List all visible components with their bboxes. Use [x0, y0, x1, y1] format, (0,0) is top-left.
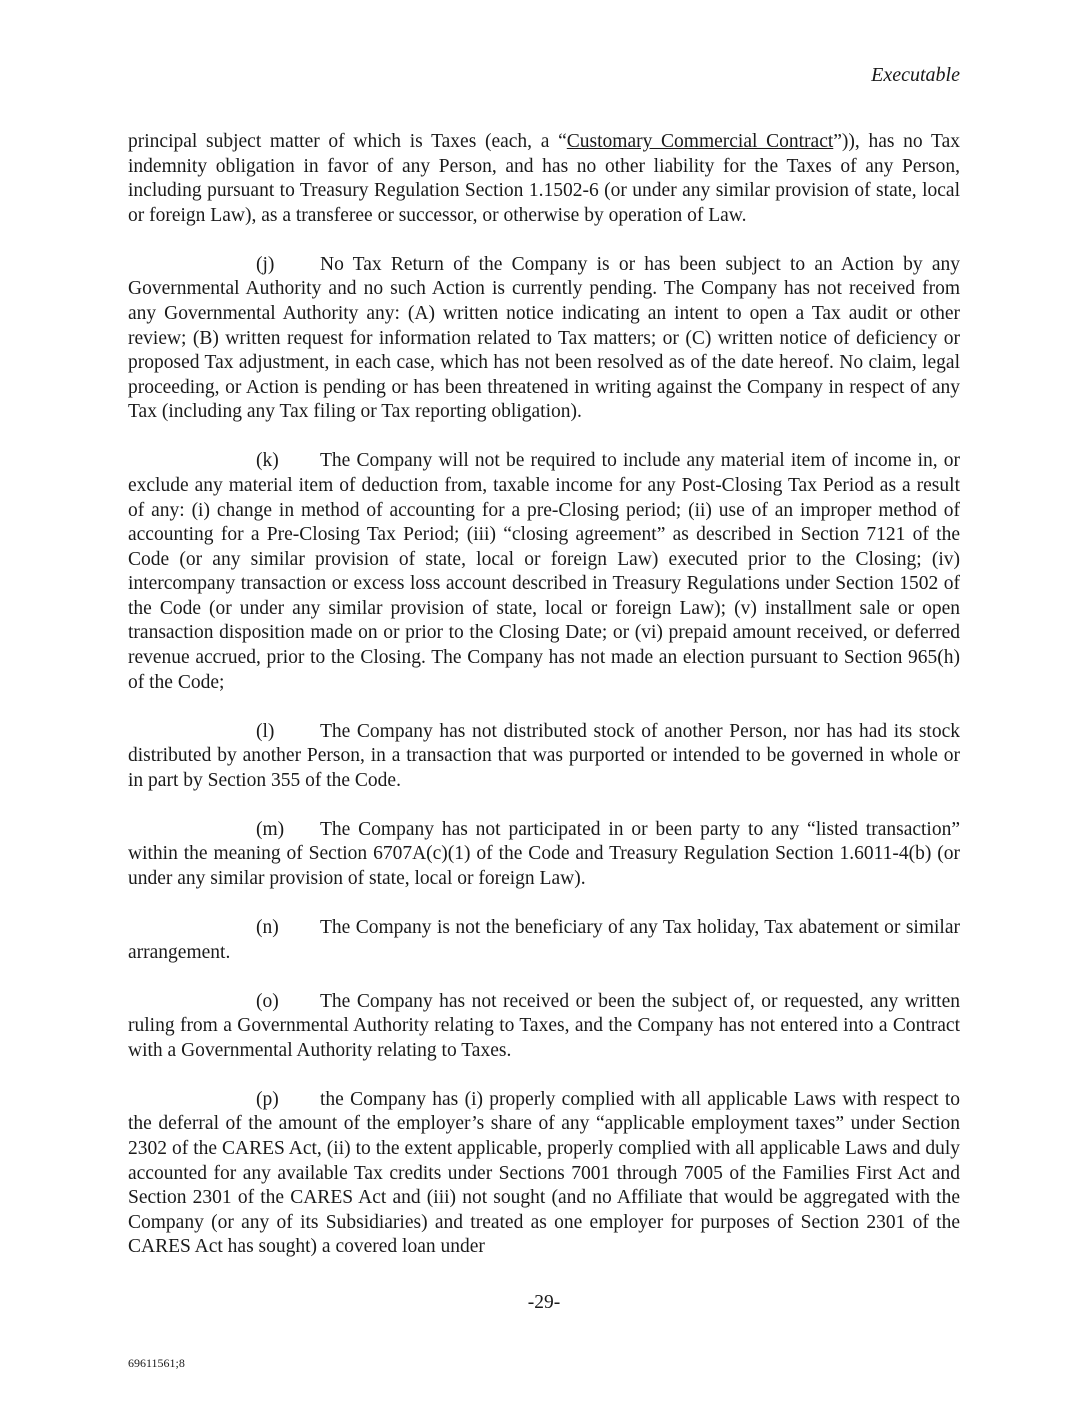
- section-text: No Tax Return of the Company is or has been subject to an Action by any Governmental Authority and no such Action is currently pending. The Company has not received from any Governmental Authority any: (A) written notice indicating an intent to open a Tax audit or other review; (B) written request for information related to Tax matters; or (C) written notice of deficiency or proposed Tax adjustment, in each case, which has not been resolved as of the date hereof. No claim, legal proceeding, or Action is pending or has been threatened in writing against the Company in respect of any Tax (including any Tax filing or Tax reporting obligation).: [128, 253, 960, 423]
- section-text: The Company has not distributed stock of another Person, nor has had its stock distributed by another Person, in a transaction that was purported or intended to be governed in whole or in part by Section 355 of the Code.: [128, 720, 960, 791]
- section-label: (j): [256, 253, 275, 275]
- section-label: (l): [256, 720, 275, 742]
- defined-term: Customary Commercial Contract: [566, 131, 834, 152]
- document-id: 69611561;8: [128, 1356, 185, 1370]
- document-body: [128, 130, 960, 1284]
- section-label: (m): [256, 818, 285, 840]
- continuation-paragraph: [128, 130, 960, 228]
- section-text: the Company has (i) properly complied with all applicable Laws with respect to the deferral of the amount of the employer’s share of any “applicable employment taxes” under Section 2302 of the CARES Act, (ii) to the extent applicable, properly complied with all applicable Laws and duly accounted for any available Tax credits under Sections 7001 through 7005 of the Families First Act and Section 2301 of the CARES Act and (iii) not sought (and no Affiliate that would be aggregated with the Company (or any of its Subsidiaries) and treated as one employer for purposes of Section 2301 of the CARES Act has sought) a covered loan under: [128, 1088, 960, 1258]
- section-label: (n): [256, 916, 279, 938]
- section-l: [128, 720, 960, 794]
- section-text: The Company has not received or been the subject of, or requested, any written ruling from a Governmental Authority relating to Taxes, and the Company has not entered into a Contract with a Governmental Authority relating to Taxes.: [128, 990, 960, 1061]
- continuation-text-after: ”)), has no Tax indemnity obligation in favor of any Person, and has no other liability for the Taxes of any Person, including pursuant to Treasury Regulation Section 1.1502-6 (or under any similar provision of state, local or foreign Law), as a transferee or successor, or otherwise by operation of Law.: [128, 131, 960, 226]
- section-text: The Company has not participated in or been party to any “listed transaction” within the meaning of Section 6707A(c)(1) of the Code and Treasury Regulation Section 1.6011-4(b) (or under any similar provision of state, local or foreign Law).: [128, 818, 960, 889]
- section-label: (p): [256, 1088, 279, 1110]
- section-m: [128, 818, 960, 892]
- section-j: [128, 253, 960, 425]
- page-header: Executable: [871, 64, 960, 86]
- section-text: The Company is not the beneficiary of any Tax holiday, Tax abatement or similar arrangement.: [128, 916, 960, 963]
- section-label: (o): [256, 990, 279, 1012]
- section-label: (k): [256, 450, 279, 472]
- section-p: [128, 1088, 960, 1260]
- page-number: -29-: [527, 1292, 561, 1313]
- section-text: The Company will not be required to include any material item of income in, or exclude any material item of deduction from, taxable income for any Post-Closing Tax Period as a result of any: (i) change in method of accounting for a pre-Closing period; (ii) use of an improper method of accounting for a Pre-Closing Tax Period; (iii) “closing agreement” as described in Section 7121 of the Code (or any similar provision of state, local or foreign Law) executed prior to the Closing; (iv) intercompany transaction or excess loss account described in Treasury Regulations under Section 1502 of the Code (or under any similar provision of state, local or foreign Law); (v) installment sale or open transaction disposition made on or prior to the Closing Date; or (vi) prepaid amount received, or deferred revenue accrued, prior to the Closing. The Company has not made an election pursuant to Section 965(h) of the Code;: [128, 450, 960, 693]
- section-k: [128, 449, 960, 695]
- section-o: [128, 990, 960, 1064]
- continuation-text-before: principal subject matter of which is Taxes (each, a “: [128, 131, 567, 152]
- section-n: [128, 916, 960, 965]
